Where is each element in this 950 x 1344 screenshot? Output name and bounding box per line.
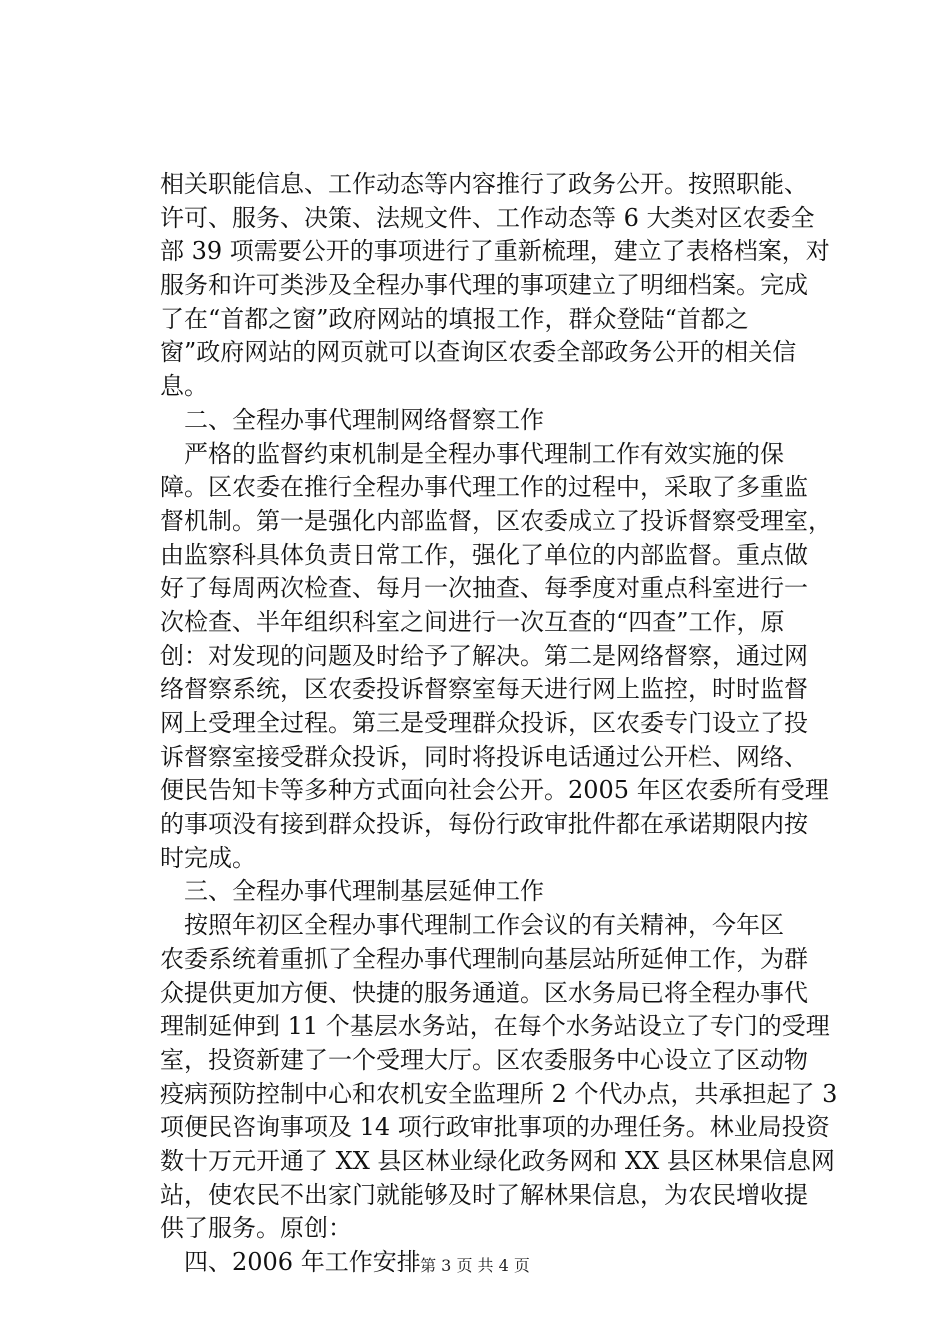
text-line: 了在“首都之窗”政府网站的填报工作，群众登陆“首都之 <box>160 304 749 333</box>
text-line: 部 39 项需要公开的事项进行了重新梳理，建立了表格档案，对 <box>160 237 830 266</box>
text-line: 相关职能信息、工作动态等内容推行了政务公开。按照职能、 <box>160 170 808 198</box>
section-heading: 三、全程办事代理制基层延伸工作 <box>184 877 544 906</box>
text-line: 障。区农委在推行全程办事代理工作的过程中，采取了多重监 <box>160 473 808 502</box>
page-footer: 第 3 页 共 4 页 <box>420 1256 530 1275</box>
text-line: 的事项没有接到群众投诉，每份行政审批件都在承诺期限内按 <box>160 810 808 839</box>
text-line: 服务和许可类涉及全程办事代理的事项建立了明细档案。完成 <box>160 271 808 300</box>
text-line: 众提供更加方便、快捷的服务通道。区水务局已将全程办事代 <box>160 978 808 1007</box>
text-line: 好了每周两次检查、每月一次抽查、每季度对重点科室进行一 <box>160 574 808 603</box>
text-line: 站，使农民不出家门就能够及时了解林果信息，为农民增收提 <box>160 1180 808 1209</box>
text-line: 息。 <box>160 372 208 401</box>
text-line: 网上受理全过程。第三是受理群众投诉，区农委专门设立了投 <box>160 709 808 737</box>
text-line: 理制延伸到 11 个基层水务站，在每个水务站设立了专门的受理 <box>160 1012 830 1041</box>
text-line: 督机制。第一是强化内部监督，区农委成立了投诉督察受理室， <box>160 506 832 535</box>
text-line: 数十万元开通了 XX 县区林业绿化政务网和 XX 县区林果信息网 <box>160 1146 835 1175</box>
text-line: 严格的监督约束机制是全程办事代理制工作有效实施的保 <box>184 439 784 468</box>
text-line: 便民告知卡等多种方式面向社会公开。2005 年区农委所有受理 <box>160 776 829 805</box>
text-line: 室，投资新建了一个受理大厅。区农委服务中心设立了区动物 <box>160 1045 808 1074</box>
section-heading: 二、全程办事代理制网络督察工作 <box>184 405 544 434</box>
text-line: 农委系统着重抓了全程办事代理制向基层站所延伸工作，为群 <box>160 944 808 973</box>
text-line: 按照年初区全程办事代理制工作会议的有关精神，今年区 <box>184 911 784 940</box>
text-line: 疫病预防控制中心和农机安全监理所 2 个代办点，共承担起了 3 <box>160 1079 838 1108</box>
text-line: 络督察系统，区农委投诉督察室每天进行网上监控，时时监督 <box>160 675 808 704</box>
text-line: 诉督察室接受群众投诉，同时将投诉电话通过公开栏、网络、 <box>160 742 808 771</box>
text-line: 项便民咨询事项及 14 项行政审批事项的办理任务。林业局投资 <box>160 1113 830 1142</box>
text-line: 供了服务。原创： <box>160 1214 352 1243</box>
section-heading: 四、2006 年工作安排 <box>184 1248 421 1276</box>
text-line: 许可、服务、决策、法规文件、工作动态等 6 大类对区农委全 <box>160 203 815 232</box>
text-line: 时完成。 <box>160 843 256 872</box>
text-line: 由监察科具体负责日常工作，强化了单位的内部监督。重点做 <box>160 540 808 569</box>
document-body <box>160 168 838 1280</box>
text-line: 次检查、半年组织科室之间进行一次互查的“四查”工作，原 <box>160 607 785 636</box>
text-line: 创：对发现的问题及时给予了解决。第二是网络督察，通过网 <box>160 641 808 670</box>
text-line: 窗”政府网站的网页就可以查询区农委全部政务公开的相关信 <box>160 338 797 367</box>
